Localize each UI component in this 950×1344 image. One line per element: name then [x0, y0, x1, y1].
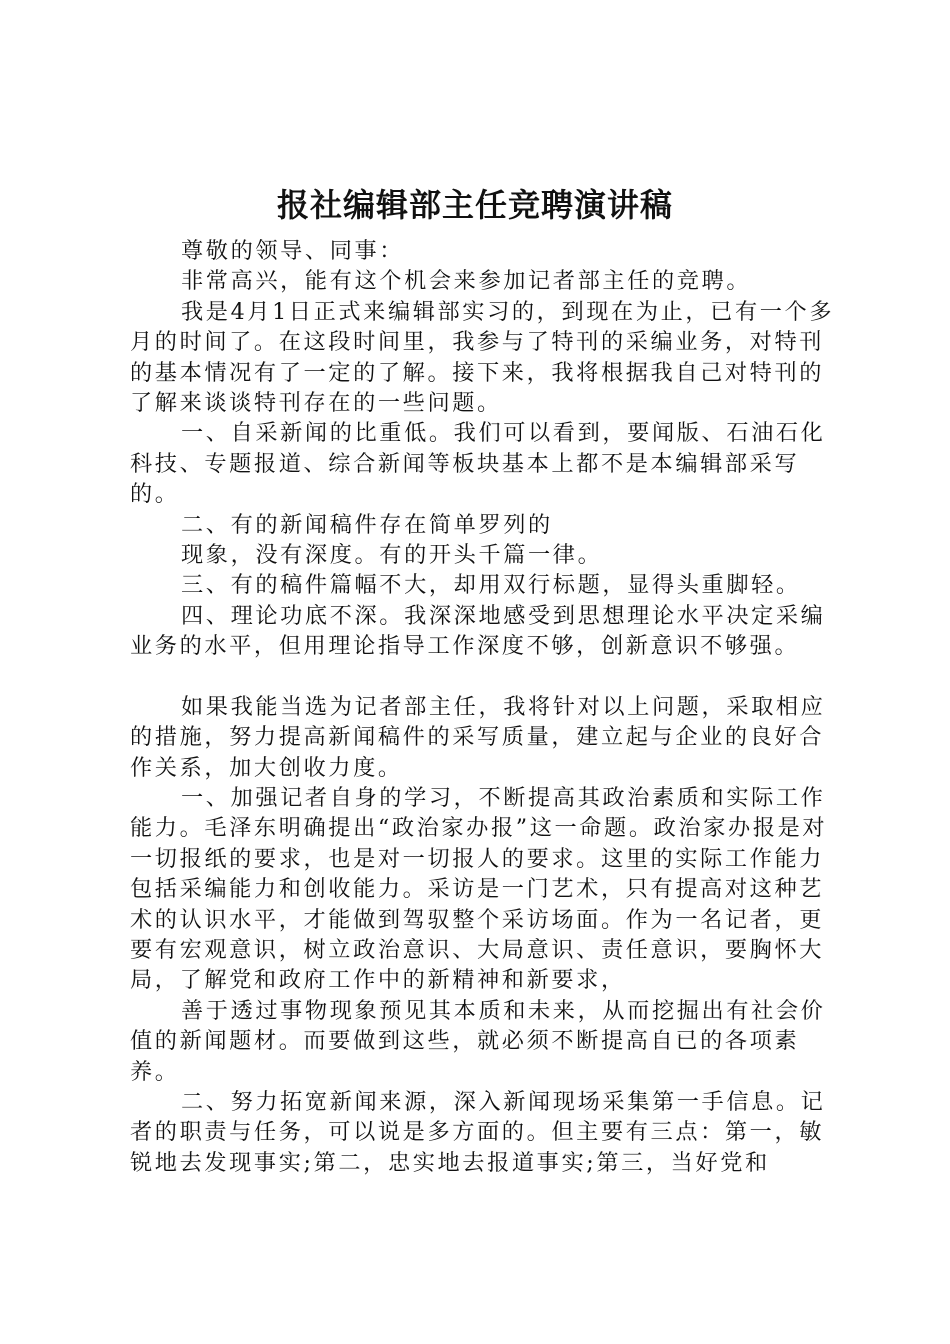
problem-2-paragraph: 二、有的新闻稿件存在简单罗列的 — [181, 511, 553, 538]
paragraph-spacer — [130, 662, 840, 692]
measure-1-continuation: 善于透过事物现象预见其本质和未来，从而挖掘出有社会价值的新闻题材。而要做到这些，就必须不断提高自已的各项素养。 — [130, 997, 826, 1085]
problem-1-paragraph: 一、自采新闻的比重低。我们可以看到，要闻版、石油石化科技、专题报道、综合新闻等板块基本上都不是本编辑部采写的。 — [130, 420, 826, 508]
opening-paragraph: 非常高兴，能有这个机会来参加记者部主任的竞聘。 — [181, 268, 752, 295]
measure-1-paragraph: 一、加强记者自身的学习，不断提高其政治素质和实际工作能力。毛泽东明确提出“政治家办报”这一命题。政治家办报是对一切报纸的要求，也是对一切报人的要求。这里的实际工作能力包括采编能力和创收能力。采访是一门艺术，只有提高对这种艺术的认识水平，才能做到驾驭整个采访场面。作为一名记者，更要有宏观意识，树立政治意识、大局意识、责任意识，要胸怀大局，了解党和政府工作中的新精神和新要求， — [130, 784, 828, 994]
document-body — [130, 236, 840, 1178]
measure-2-paragraph: 二、努力拓宽新闻来源，深入新闻现场采集第一手信息。记者的职责与任务，可以说是多方面的。但主要有三点：第一，敏锐地去发现事实;第二，忠实地去报道事实;第三，当好党和 — [130, 1088, 826, 1176]
intro-paragraph: 我是4月1日正式来编辑部实习的，到现在为止，已有一个多月的时间了。在这段时间里，我参与了特刊的采编业务，对特刊的基本情况有了一定的了解。接下来，我将根据我自己对特刊的了解来谈谈特刊存在的一些问题。 — [130, 298, 835, 417]
problem-3-paragraph: 三、有的稿件篇幅不大，却用双行标题，显得头重脚轻。 — [181, 572, 801, 599]
plan-intro-paragraph: 如果我能当选为记者部主任，我将针对以上问题，采取相应的措施，努力提高新闻稿件的采写质量，建立起与企业的良好合作关系，加大创收力度。 — [130, 693, 826, 781]
problem-4-paragraph: 四、理论功底不深。我深深地感受到思想理论水平决定采编业务的水平，但用理论指导工作深度不够，创新意识不够强。 — [130, 602, 826, 660]
document-title: 报社编辑部主任竞聘演讲稿 — [276, 186, 673, 224]
problem-2-continuation: 现象，没有深度。有的开头千篇一律。 — [181, 542, 603, 569]
salutation: 尊敬的领导、同事： — [181, 238, 405, 264]
